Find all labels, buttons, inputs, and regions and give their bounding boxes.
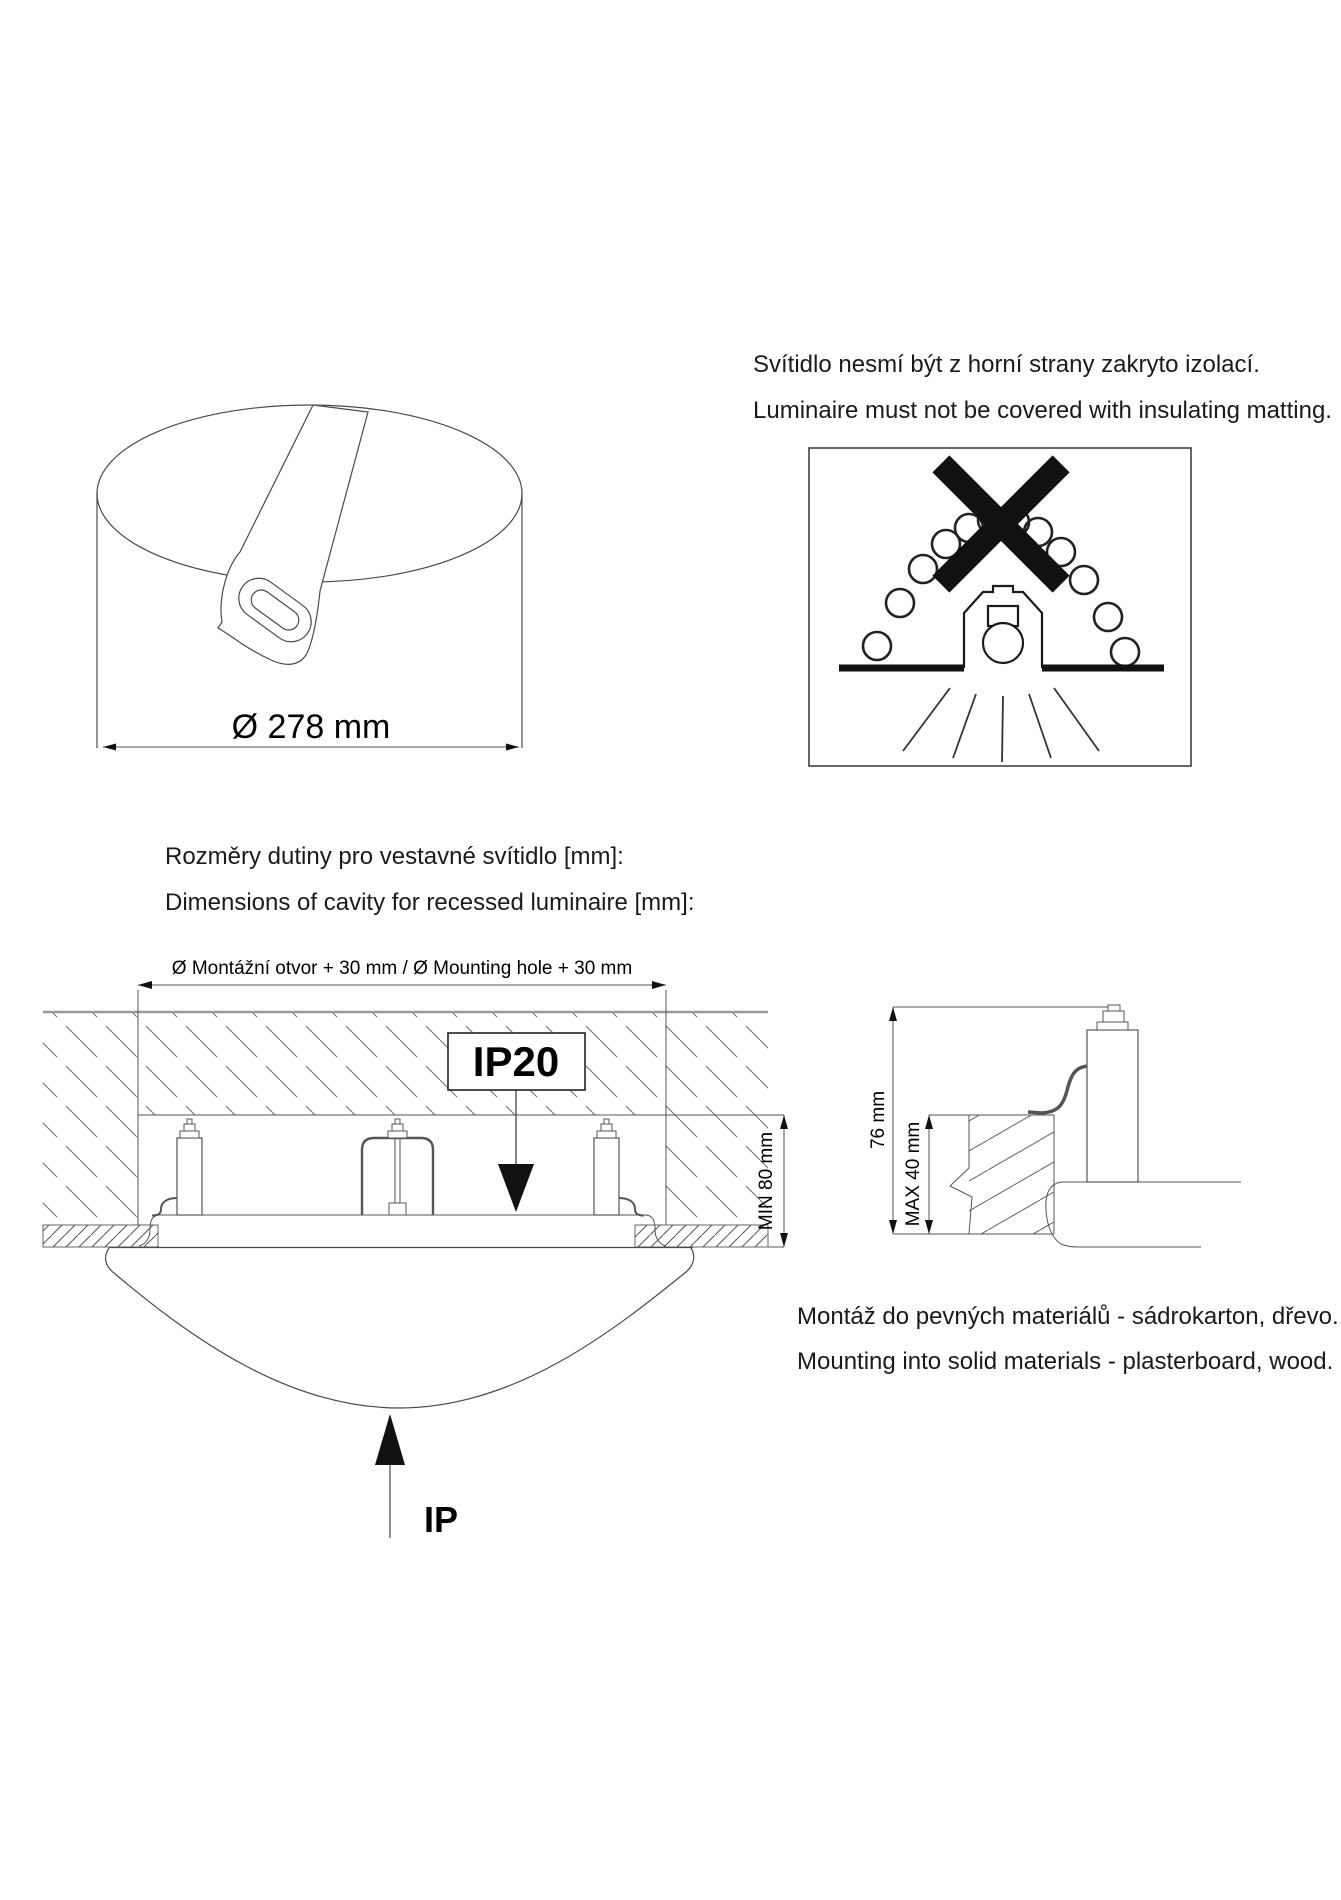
mounting-note-en: Mounting into solid materials - plasterboard, wood. <box>797 1348 1334 1375</box>
clamp-spring-arm <box>1028 1066 1090 1113</box>
ip20-label: IP20 <box>472 1038 560 1085</box>
diameter-label: Ø 278 mm <box>231 708 391 746</box>
insulation-warning-pictogram <box>795 440 1205 780</box>
ip-arrow-icon <box>375 1414 405 1465</box>
max-thickness-label: MAX 40 mm <box>903 1121 924 1227</box>
insulation-note-cs: Svítidlo nesmí být z horní strany zakryto izolací. <box>753 351 1260 378</box>
cavity-title-cs: Rozměry dutiny pro vestavné svítidlo [mm]: <box>165 843 624 870</box>
ceiling-board-section <box>950 1115 1054 1234</box>
clamp-post-detail <box>1087 1005 1138 1182</box>
min-depth-label: MIN 80 mm <box>756 1131 777 1231</box>
mounting-note-cs: Montáž do pevných materiálů - sádrokarton, dřevo. <box>797 1303 1339 1330</box>
ip-pointer <box>375 1414 458 1540</box>
ip-label: IP <box>424 1499 459 1540</box>
cavity-title-en: Dimensions of cavity for recessed luminaire [mm]: <box>165 889 695 916</box>
total-height-label: 76 mm <box>868 1090 889 1150</box>
clamp-post-right <box>594 1119 619 1215</box>
centre-bracket <box>362 1119 433 1215</box>
luminaire-figure <box>60 390 570 770</box>
luminaire-trim-edge <box>1046 1182 1241 1247</box>
dome-diffuser <box>106 1248 694 1409</box>
ip20-badge <box>448 1033 585 1212</box>
mounting-bracket <box>218 405 368 664</box>
clamp-post-left <box>177 1119 202 1215</box>
ceiling-slab-hatched <box>43 1013 768 1225</box>
clamp-detail-figure <box>850 985 1290 1265</box>
ip20-arrow-icon <box>498 1164 534 1212</box>
insulation-note-en: Luminaire must not be covered with insulating matting. <box>753 397 1332 424</box>
cross-section-figure <box>30 935 830 1560</box>
min-depth-dimension <box>756 1115 788 1247</box>
mounting-hole-dimension <box>138 958 666 989</box>
mounting-hole-label: Ø Montážní otvor + 30 mm / Ø Mounting hole + 30 mm <box>171 958 633 979</box>
plasterboard-strip-left <box>43 1225 158 1247</box>
diameter-dimension <box>103 708 519 751</box>
